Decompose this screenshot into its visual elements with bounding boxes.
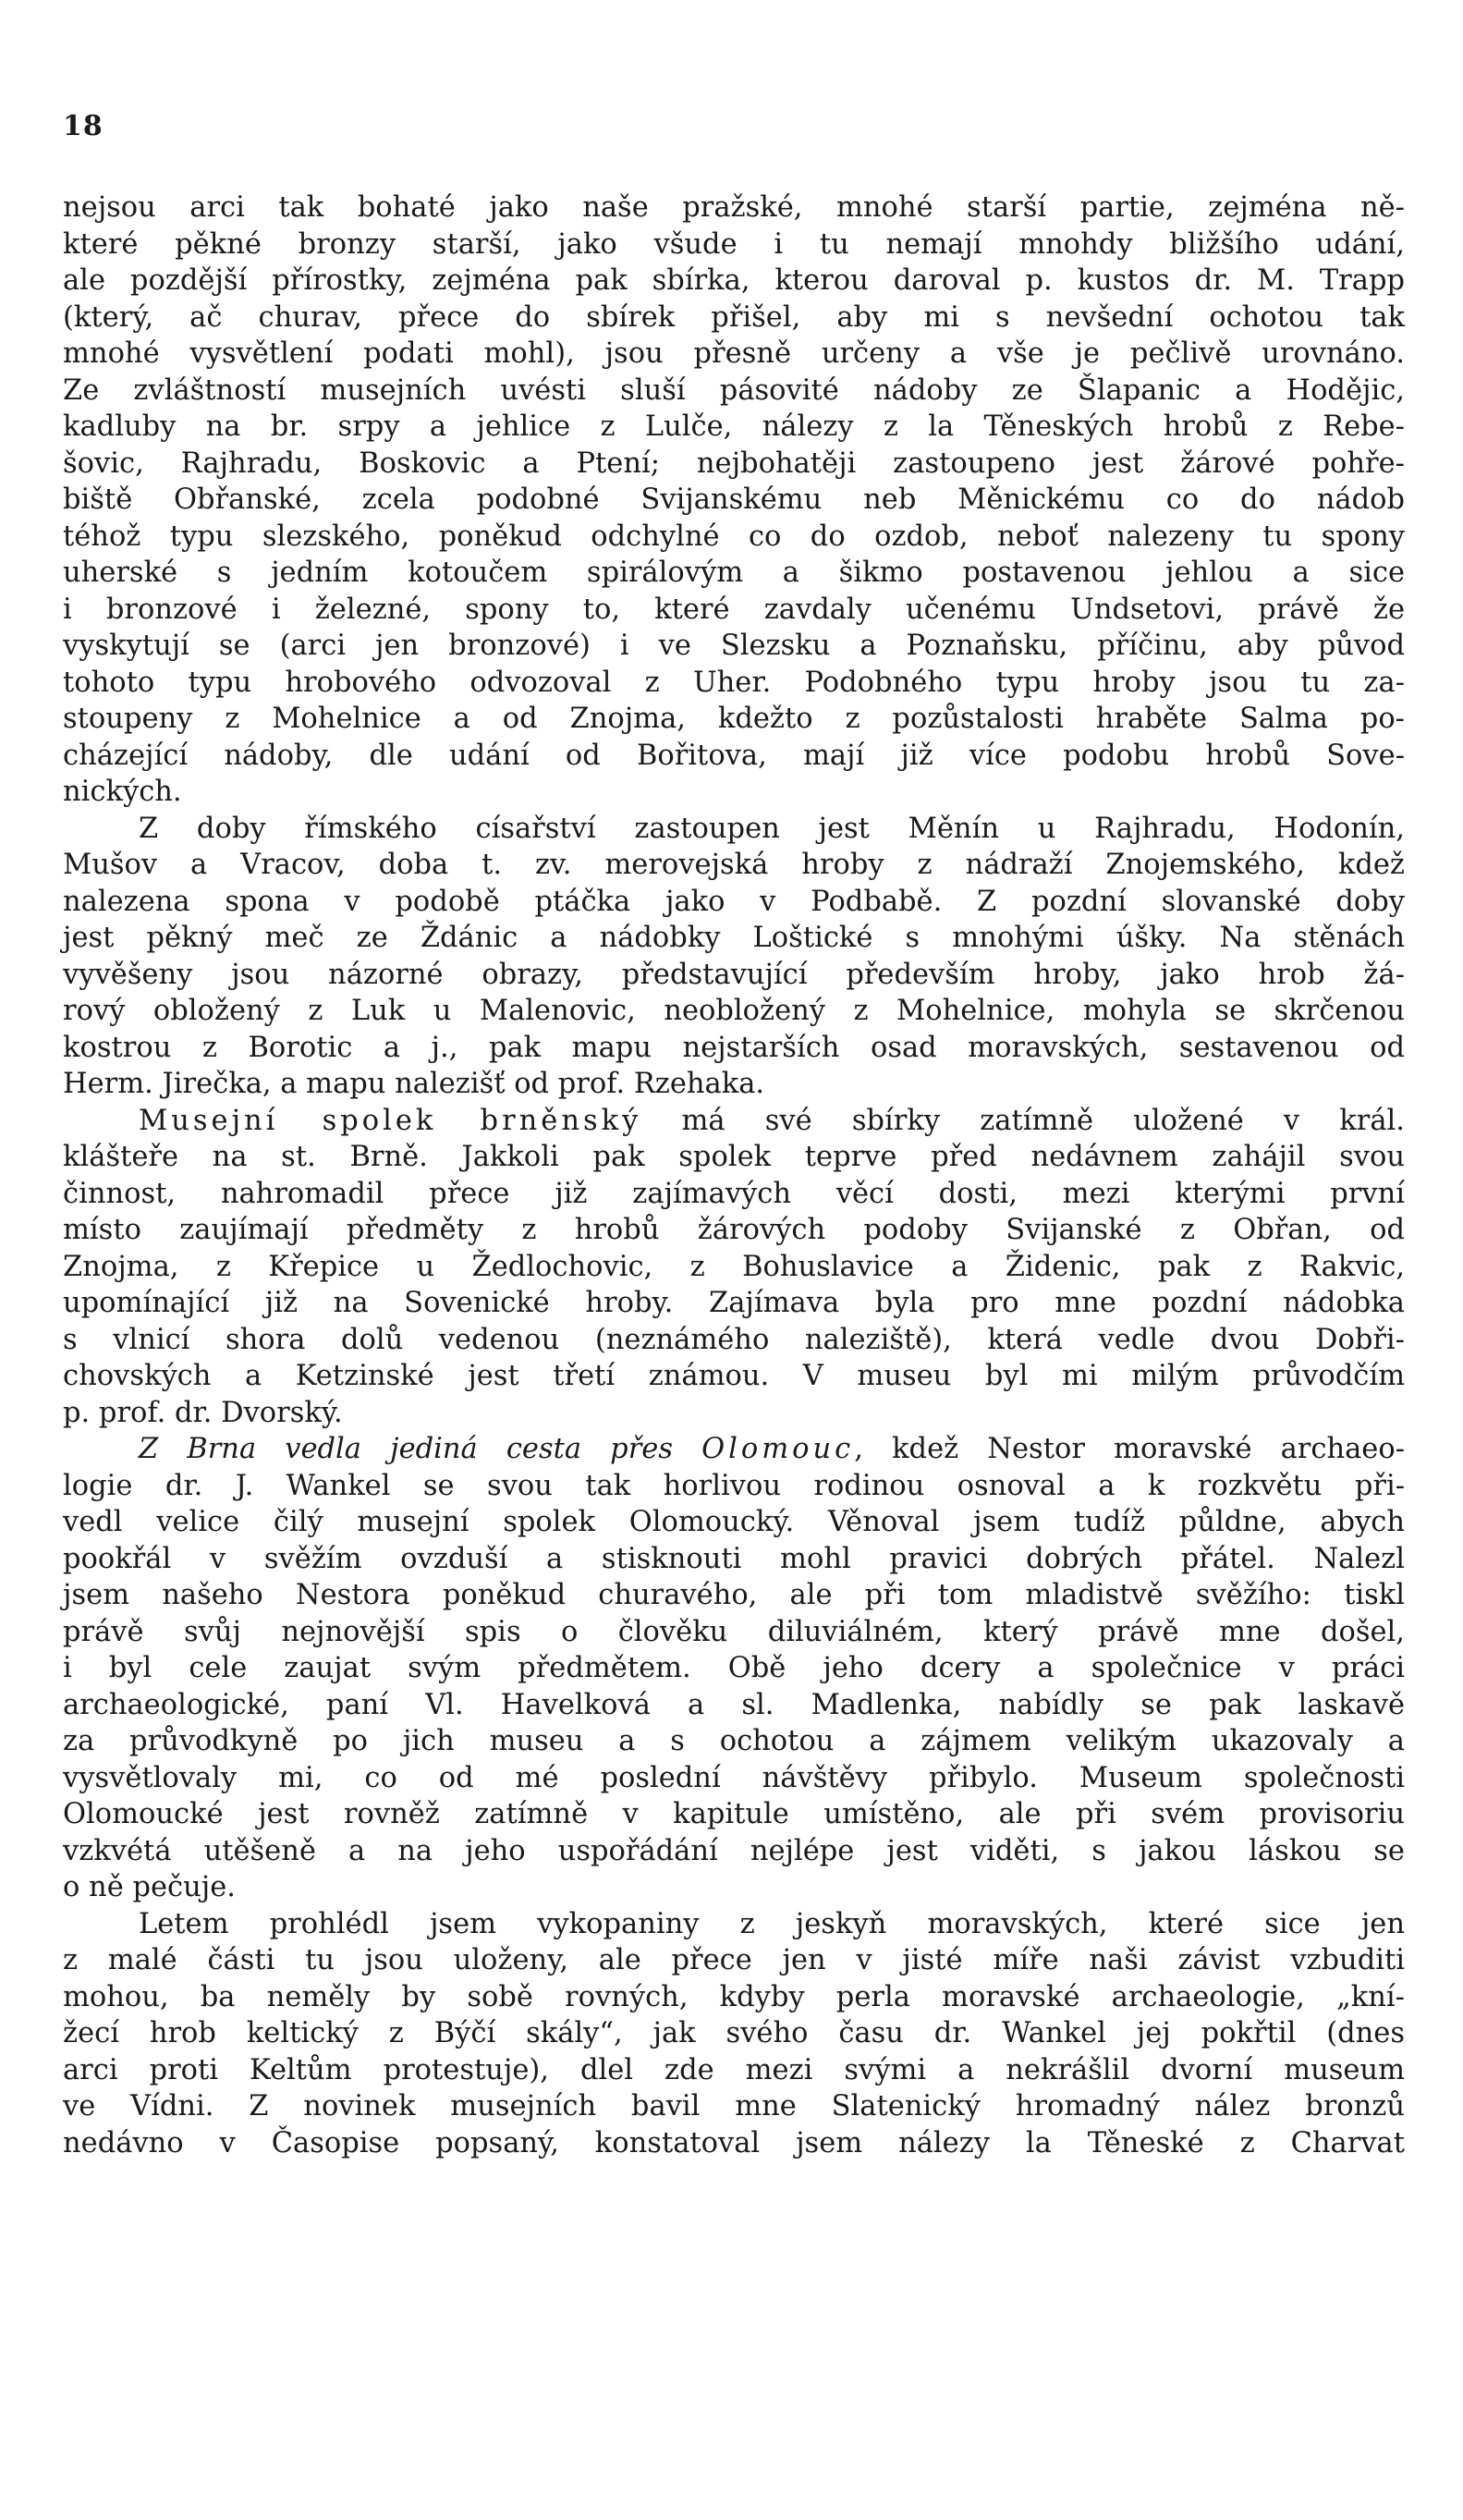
text-line: právě svůj nejnovější spis o člověku diluviálném, který právě mne došel, [63,1615,1405,1648]
text-line: klášteře na st. Brně. Jakkoli pak spolek teprve před nedávnem zahájil svou [63,1141,1405,1173]
text-line [63,1103,1405,1140]
text-line: o ně pečuje. [63,1871,236,1903]
text-line: pookřál v svěžím ovzduší a stisknouti mohl pravici dobrých přátel. Nalezl [63,1542,1405,1575]
text-line: biště Obřanské, zcela podobné Svijanskému neb Měnickému co do nádob [63,483,1405,516]
text-line: místo zaujímají předměty z hrobů žárových podoby Svijanské z Obřan, od [63,1214,1405,1246]
text-line: Mušov a Vracov, doba t. zv. merovejská hroby z nádraží Znojemského, kdež [63,849,1405,881]
text-line: kostrou z Borotic a j., pak mapu nejstarších osad moravských, sestavenou od [63,1031,1405,1064]
text-line: vysvětlovaly mi, co od mé poslední návštěvy přibylo. Museum společnosti [63,1761,1405,1794]
page-number: 18 [63,110,104,142]
text-line: nedávno v Časopise popsaný, konstatoval jsem nálezy la Těneské z Charvat [63,2126,1405,2159]
text-line: nejsou arci tak bohaté jako naše pražské, mnohé starší partie, zejména ně- [63,191,1405,224]
text-line: vedl velice čilý musejní spolek Olomoucký. Věnoval jsem tudíž půldne, abych [63,1506,1405,1538]
text-line: upomínající již na Sovenické hroby. Zajímava byla pro mne pozdní nádobka [63,1287,1405,1319]
text-line: nalezena spona v podobě ptáčka jako v Podbabě. Z pozdní slovanské doby [63,885,1405,918]
paragraph-4 [63,1431,1405,1906]
text-line: šovic, Rajhradu, Boskovic a Ptení; nejbohatěji zastoupeno jest žárové pohře- [63,447,1405,480]
text-line: jest pěkný meč ze Ždánic a nádobky Loštické s mnohými úšky. Na stěnách [63,922,1405,954]
text-line: p. prof. dr. Dvorský. [63,1396,343,1429]
city-name: Olomouc [701,1433,855,1465]
text-line: i byl cele zaujat svým předmětem. Obě jeho dcery a společnice v práci [63,1652,1405,1684]
text-line: téhož typu slezského, poněkud odchylné co do ozdob, neboť nalezeny tu spony [63,520,1405,553]
text-line: Z doby římského císařství zastoupen jest Měnín u Rajhradu, Hodonín, [139,812,1405,845]
text-line: cházející nádoby, dle udání od Bořitova, mají již více podobu hrobů Sove- [63,739,1405,772]
text-line: archaeologické, paní Vl. Havelková a sl. Madlenka, nabídly se pak laskavě [63,1688,1405,1721]
paragraph-3 [63,1103,1405,1432]
text-line: žecí hrob keltický z Býčí skály“, jak svého času dr. Wankel jej pokřtil (dnes [63,2017,1405,2049]
text-line: nických. [63,776,182,808]
text-line: logie dr. J. Wankel se svou tak horlivou rodinou osnoval a k rozkvětu při- [63,1469,1405,1502]
text-line [63,1431,1405,1468]
text-line: z malé části tu jsou uloženy, ale přece jen v jisté míře naši závist vzbuditi [63,1944,1405,1976]
text-line: chovských a Ketzinské jest třetí známou. V museu byl mi milým průvodčím [63,1360,1405,1392]
text-line: ale pozdější přírostky, zejména pak sbírka, kterou daroval p. kustos dr. M. Trapp [63,264,1405,297]
text-line: rový obložený z Luk u Malenovic, neobložený z Mohelnice, mohyla se skrčenou [63,995,1405,1027]
text-line: za průvodkyně po jich museu a s ochotou a zájmem velikým ukazovaly a [63,1725,1405,1757]
text-line: Znojma, z Křepice u Žedlochovic, z Bohuslavice a Židenic, pak z Rakvic, [63,1250,1405,1283]
text-line: mnohé vysvětlení podati mohl), jsou přesně určeny a vše je pečlivě urovnáno. [63,337,1405,370]
text-line: mohou, ba neměly by sobě rovných, kdyby perla moravské archaeologie, „kní- [63,1980,1405,2013]
text-line: Letem prohlédl jsem vykopaniny z jeskyň moravských, které sice jen [139,1907,1405,1940]
paragraph-2 [63,811,1405,1103]
text-line: které pěkné bronzy starší, jako všude i tu nemají mnohdy bližšího udání, [63,227,1405,261]
italic-lead: Z Brna vedla jediná cesta přes [139,1433,673,1465]
body-text [63,190,1405,2161]
text-line: Olomoucké jest rovněž zatímně v kapitule umístěno, ale při svém provisoriu [63,1798,1405,1830]
text-line: stoupeny z Mohelnice a od Znojma, kdežto z pozůstalosti hraběte Salma po- [63,703,1405,735]
text-line: (který, ač churav, přece do sbírek přišel, aby mi s nevšední ochotou tak [63,300,1405,334]
text-line: Ze zvláštností musejních uvésti sluší pásovité nádoby ze Šlapanic a Hodějic, [63,373,1405,407]
text-run: má své sbírky zatímně uložené v král. [641,1104,1405,1137]
paragraph-5 [63,1906,1405,2162]
paragraph-1 [63,190,1405,811]
text-line: činnost, nahromadil přece již zajímavých věcí dosti, mezi kterými první [63,1177,1405,1210]
text-line: Herm. Jirečka, a mapu nalezišť od prof. Rzehaka. [63,1068,765,1100]
text-line: i bronzové i železné, spony to, které zavdaly učenému Undsetovi, právě že [63,593,1405,626]
text-line: arci proti Keltům protestuje), dlel zde mezi svými a nekrášlil dvorní museum [63,2053,1405,2086]
text-line: kadluby na br. srpy a jehlice z Lulče, nálezy z la Těneských hrobů z Rebe- [63,410,1405,443]
text-line: vyvěšeny jsou názorné obrazy, představující především hroby, jako hrob žá- [63,958,1405,991]
text-line: uherské s jedním kotoučem spirálovým a šikmo postavenou jehlou a sice [63,557,1405,589]
text-line: jsem našeho Nestora poněkud churavého, ale při tom mladistvě svěžího: tiskl [63,1579,1405,1611]
text-line: s vlnicí shora dolů vedenou (neznámého naleziště), která vedle dvou Dobři- [63,1323,1405,1356]
text-line: ve Vídni. Z novinek musejních bavil mne Slatenický hromadný nález bronzů [63,2090,1405,2122]
text-line: vyskytují se (arci jen bronzové) i ve Slezsku a Poznaňsku, příčinu, aby původ [63,630,1405,662]
text-run: , kdež Nestor moravské archaeo- [854,1433,1406,1465]
society-name: Musejní spolek brněnský [139,1104,642,1137]
text-line: vzkvétá utěšeně a na jeho uspořádání nejlépe jest viděti, s jakou láskou se [63,1834,1405,1867]
text-line: tohoto typu hrobového odvozoval z Uher. Podobného typu hroby jsou tu za- [63,666,1405,699]
